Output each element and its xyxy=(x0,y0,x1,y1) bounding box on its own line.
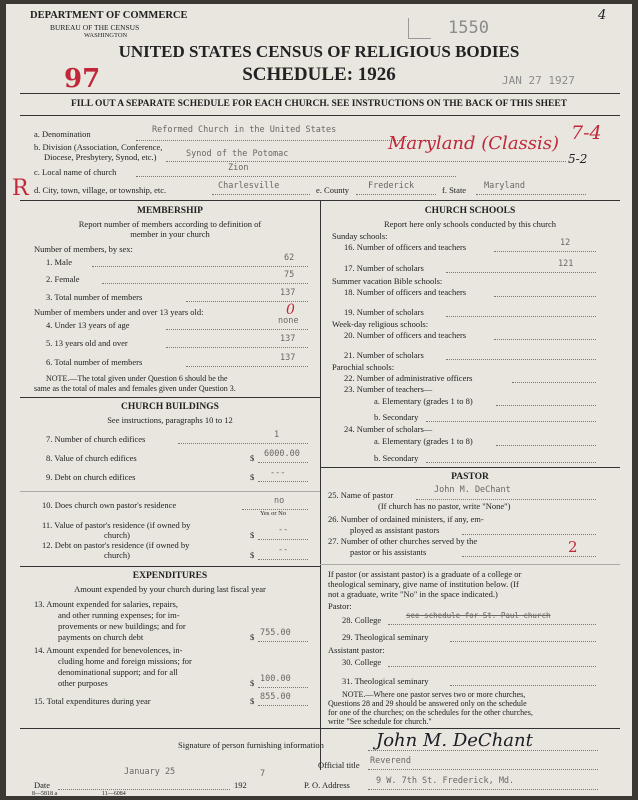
leader xyxy=(102,283,308,284)
q31-label: 31. Theological seminary xyxy=(342,676,429,686)
graduate-instruction-3: not a graduate, write "No" in the space indicated.) xyxy=(328,589,498,599)
bureau-label: BUREAU OF THE CENSUS xyxy=(50,23,140,32)
q8-value: 6000.00 xyxy=(264,449,300,459)
q3-label: 3. Total number of members xyxy=(46,292,143,302)
denomination-value: Reformed Church in the United States xyxy=(152,125,337,135)
yes-no-hint: Yes or No xyxy=(260,510,287,517)
q16-label: 16. Number of officers and teachers xyxy=(344,242,467,252)
leader xyxy=(512,382,596,383)
q27-value: 2 xyxy=(568,538,578,556)
q24a-label: a. Elementary (grades 1 to 8) xyxy=(374,436,473,446)
q6-value: 137 xyxy=(280,353,296,363)
sunday-schools-label: Sunday schools: xyxy=(332,231,388,241)
instruction-line: FILL OUT A SEPARATE SCHEDULE FOR EACH CHURCH. SEE INSTRUCTIONS ON THE BACK OF THIS SHEET xyxy=(70,99,568,109)
summer-schools-label: Summer vacation Bible schools: xyxy=(332,276,443,286)
year-value: 7 xyxy=(260,769,266,779)
leader xyxy=(494,251,596,252)
q6-label: 6. Total number of members xyxy=(46,357,143,367)
q10-value: no xyxy=(274,496,285,506)
leader xyxy=(258,539,308,540)
dollar-sign: $ xyxy=(250,453,255,463)
q13-label-3: provements or new buildings; and for xyxy=(58,621,186,631)
q27-label-2: pastor or his assistants xyxy=(350,547,427,557)
q13-label: 13. Amount expended for salaries, repairs, xyxy=(34,599,178,609)
leader xyxy=(258,559,308,560)
schools-sub: Report here only schools conducted by this church xyxy=(383,219,557,229)
membership-title: MEMBERSHIP xyxy=(137,206,203,216)
q17-value: 121 xyxy=(558,259,574,269)
division-value: Synod of the Potomac xyxy=(186,149,289,159)
q23a-label: a. Elementary (grades 1 to 8) xyxy=(374,396,473,406)
leader xyxy=(494,296,596,297)
state-line xyxy=(476,194,586,195)
division-code: 7-4 xyxy=(571,122,602,144)
signature: John M. DeChant xyxy=(376,730,533,751)
church-code: 5-2 xyxy=(568,152,588,166)
q13-label-4: payments on church debt xyxy=(58,632,144,642)
dollar-sign: $ xyxy=(250,472,255,482)
division-line xyxy=(166,161,566,162)
leader xyxy=(388,666,596,667)
q24b-label: b. Secondary xyxy=(374,453,419,463)
q4-handwritten: 0 xyxy=(286,302,295,318)
dollar-sign: $ xyxy=(250,678,255,688)
date-stamp: JAN 27 1927 xyxy=(502,74,575,87)
year-prefix: 192 xyxy=(234,780,247,790)
leader xyxy=(494,339,596,340)
leader xyxy=(166,329,308,330)
q9-label: 9. Debt on church edifices xyxy=(46,472,136,482)
q4-value: none xyxy=(278,316,299,326)
print-number: 11—6084 xyxy=(102,791,126,797)
official-title-line xyxy=(368,769,598,770)
po-address-line xyxy=(368,789,598,790)
q13-value: 755.00 xyxy=(260,628,291,638)
q2-label: 2. Female xyxy=(46,274,80,284)
form-title: UNITED STATES CENSUS OF RELIGIOUS BODIES xyxy=(118,42,520,61)
dollar-sign: $ xyxy=(250,696,255,706)
membership-note: NOTE.—The total given under Question 6 should be the xyxy=(46,374,228,383)
rule xyxy=(20,93,620,94)
church-name-value: Zion xyxy=(228,163,249,173)
leader xyxy=(166,347,308,348)
rule xyxy=(20,397,320,398)
q25-note: (If church has no pastor, write "None") xyxy=(378,501,511,511)
rule xyxy=(20,491,320,492)
census-schedule-page xyxy=(6,4,632,796)
q29-label: 29. Theological seminary xyxy=(342,632,429,642)
membership-intro-2: member in your church xyxy=(130,229,210,239)
leader xyxy=(388,624,596,625)
expenditures-title: EXPENDITURES xyxy=(132,571,208,581)
church-name-line xyxy=(136,176,456,177)
q14-value: 100.00 xyxy=(260,674,291,684)
corner-mark: 4 xyxy=(598,8,607,23)
q14-label-3: denominational support; and for all xyxy=(58,667,178,677)
q13-label-2: and other running expenses; for im- xyxy=(58,610,180,620)
leader xyxy=(258,687,308,688)
q9-value: --- xyxy=(270,468,286,478)
q1-value: 62 xyxy=(284,253,295,263)
leader xyxy=(462,534,596,535)
q8-label: 8. Value of church edifices xyxy=(46,453,137,463)
q5-value: 137 xyxy=(280,334,296,344)
pastor-subhead: Pastor: xyxy=(328,601,352,611)
q25-label: 25. Name of pastor xyxy=(328,490,394,500)
red-number: 97 xyxy=(64,64,101,94)
pastor-note-4: write "See schedule for church." xyxy=(328,717,432,726)
signature-label: Signature of person furnishing information xyxy=(178,740,324,750)
leader xyxy=(426,462,596,463)
q17-label: 17. Number of scholars xyxy=(344,263,424,273)
leader xyxy=(450,685,596,686)
q14-label: 14. Amount expended for benevolences, in- xyxy=(34,645,183,655)
buildings-sub: See instructions, paragraphs 10 to 12 xyxy=(107,415,233,425)
dollar-sign: $ xyxy=(250,550,255,560)
leader xyxy=(446,272,596,273)
q12-label-2: church) xyxy=(104,550,130,560)
assistant-subhead: Assistant pastor: xyxy=(328,645,385,655)
q14-label-4: other purposes xyxy=(58,678,108,688)
expenditures-sub: Amount expended by your church during last fiscal year xyxy=(74,584,266,594)
leader xyxy=(178,443,308,444)
members-by-sex-label: Number of members, by sex: xyxy=(34,244,133,254)
leader xyxy=(426,421,596,422)
leader xyxy=(258,481,308,482)
parochial-schools-label: Parochial schools: xyxy=(332,362,395,372)
department-label: DEPARTMENT OF COMMERCE xyxy=(30,10,188,21)
column-divider xyxy=(320,200,321,770)
leader xyxy=(462,556,596,557)
q16-value: 12 xyxy=(560,238,571,248)
graduate-instruction: If pastor (or assistant pastor) is a graduate of a college or xyxy=(328,569,522,579)
q11-label: 11. Value of pastor's residence (if owned by xyxy=(42,520,191,530)
q7-value: 1 xyxy=(274,430,280,440)
rule xyxy=(20,115,620,116)
q28-label: 28. College xyxy=(342,615,382,625)
q4-label: 4. Under 13 years of age xyxy=(46,320,130,330)
county-label: e. County xyxy=(316,185,350,195)
pastor-title: PASTOR xyxy=(451,472,489,482)
q22-label: 22. Number of administrative officers xyxy=(344,373,473,383)
state-value: Maryland xyxy=(484,181,525,191)
q23b-label: b. Secondary xyxy=(374,412,419,422)
serial-box xyxy=(408,18,431,39)
dollar-sign: $ xyxy=(250,632,255,642)
q2-value: 75 xyxy=(284,270,295,280)
city-field-label: d. City, town, village, or township, etc. xyxy=(34,185,167,195)
q11-value: -- xyxy=(278,525,289,535)
city-label: WASHINGTON xyxy=(84,32,128,39)
q26-label-2: ployed as assistant pastors xyxy=(350,525,440,535)
leader xyxy=(446,359,596,360)
q20-label: 20. Number of officers and teachers xyxy=(344,330,467,340)
buildings-title: CHURCH BUILDINGS xyxy=(121,402,219,412)
q5-label: 5. 13 years old and over xyxy=(46,338,128,348)
serial-number: 1550 xyxy=(448,18,489,38)
division-handwritten: Maryland (Classis) xyxy=(388,133,560,154)
city-value: Charlesville xyxy=(218,181,280,191)
date-label: Date xyxy=(34,780,51,790)
date-line xyxy=(58,789,230,790)
leader xyxy=(258,462,308,463)
pastor-note-2: Questions 28 and 29 should be answered only on the schedule xyxy=(328,699,527,708)
form-number: 8—5818 a xyxy=(32,791,58,797)
division-label: b. Division (Association, Conference, xyxy=(34,142,163,152)
q12-value: -- xyxy=(278,545,289,555)
q11-label-2: church) xyxy=(104,530,130,540)
po-address-label: P. O. Address xyxy=(304,780,350,790)
leader xyxy=(496,405,596,406)
membership-note-2: same as the total of males and females given under Question 3. xyxy=(34,384,236,393)
q1-label: 1. Male xyxy=(46,257,72,267)
q27-label: 27. Number of other churches served by the xyxy=(328,536,478,546)
leader xyxy=(496,445,596,446)
rule xyxy=(20,566,320,567)
pastor-note: NOTE.—Where one pastor serves two or more churches, xyxy=(342,690,526,699)
q14-label-2: cluding home and foreign missions; for xyxy=(58,656,192,666)
q10-label: 10. Does church own pastor's residence xyxy=(42,500,177,510)
q3-value: 137 xyxy=(280,288,296,298)
leader xyxy=(416,499,596,500)
po-address-value: 9 W. 7th St. Frederick, Md. xyxy=(376,776,515,786)
q12-label: 12. Debt on pastor's residence (if owned by xyxy=(42,540,190,550)
county-value: Frederick xyxy=(368,181,415,191)
division-label-2: Diocese, Presbytery, Synod, etc.) xyxy=(44,152,157,162)
q25-value: John M. DeChant xyxy=(434,485,511,495)
schedule-title: SCHEDULE: 1926 xyxy=(242,64,396,85)
official-title-label: Official title xyxy=(318,760,360,770)
leader xyxy=(92,266,308,267)
membership-intro: Report number of members according to definition of xyxy=(78,219,262,229)
weekday-schools-label: Week-day religious schools: xyxy=(332,319,429,329)
county-line xyxy=(356,194,436,195)
q23-label: 23. Number of teachers— xyxy=(344,384,433,394)
church-name-label: c. Local name of church xyxy=(34,167,117,177)
leader xyxy=(258,705,308,706)
q7-label: 7. Number of church edifices xyxy=(46,434,146,444)
q15-value: 855.00 xyxy=(260,692,291,702)
q24-label: 24. Number of scholars— xyxy=(344,424,433,434)
state-label: f. State xyxy=(442,185,467,195)
leader xyxy=(450,641,596,642)
q21-label: 21. Number of scholars xyxy=(344,350,424,360)
q18-label: 18. Number of officers and teachers xyxy=(344,287,467,297)
denomination-label: a. Denomination xyxy=(34,129,91,139)
schools-title: CHURCH SCHOOLS xyxy=(424,206,516,216)
graduate-instruction-2: theological seminary, give name of institution below. (If xyxy=(328,579,519,589)
q30-label: 30. College xyxy=(342,657,382,667)
leader xyxy=(446,316,596,317)
age-head-label: Number of members under and over 13 years old: xyxy=(34,307,204,317)
red-r-mark: R xyxy=(12,176,29,201)
rule xyxy=(320,467,620,468)
rule xyxy=(320,564,620,565)
q28-value: see schedule for St. Paul church xyxy=(406,611,551,620)
city-line xyxy=(212,194,310,195)
official-title-value: Reverend xyxy=(370,756,411,766)
leader xyxy=(258,641,308,642)
rule xyxy=(20,728,620,729)
q15-label: 15. Total expenditures during year xyxy=(34,696,151,706)
dollar-sign: $ xyxy=(250,530,255,540)
leader xyxy=(186,366,308,367)
date-value: January 25 xyxy=(124,767,176,777)
q19-label: 19. Number of scholars xyxy=(344,307,424,317)
q26-label: 26. Number of ordained ministers, if any, em- xyxy=(328,514,484,524)
pastor-note-3: for one of the churches; on the schedules for the other churches, xyxy=(328,708,533,717)
